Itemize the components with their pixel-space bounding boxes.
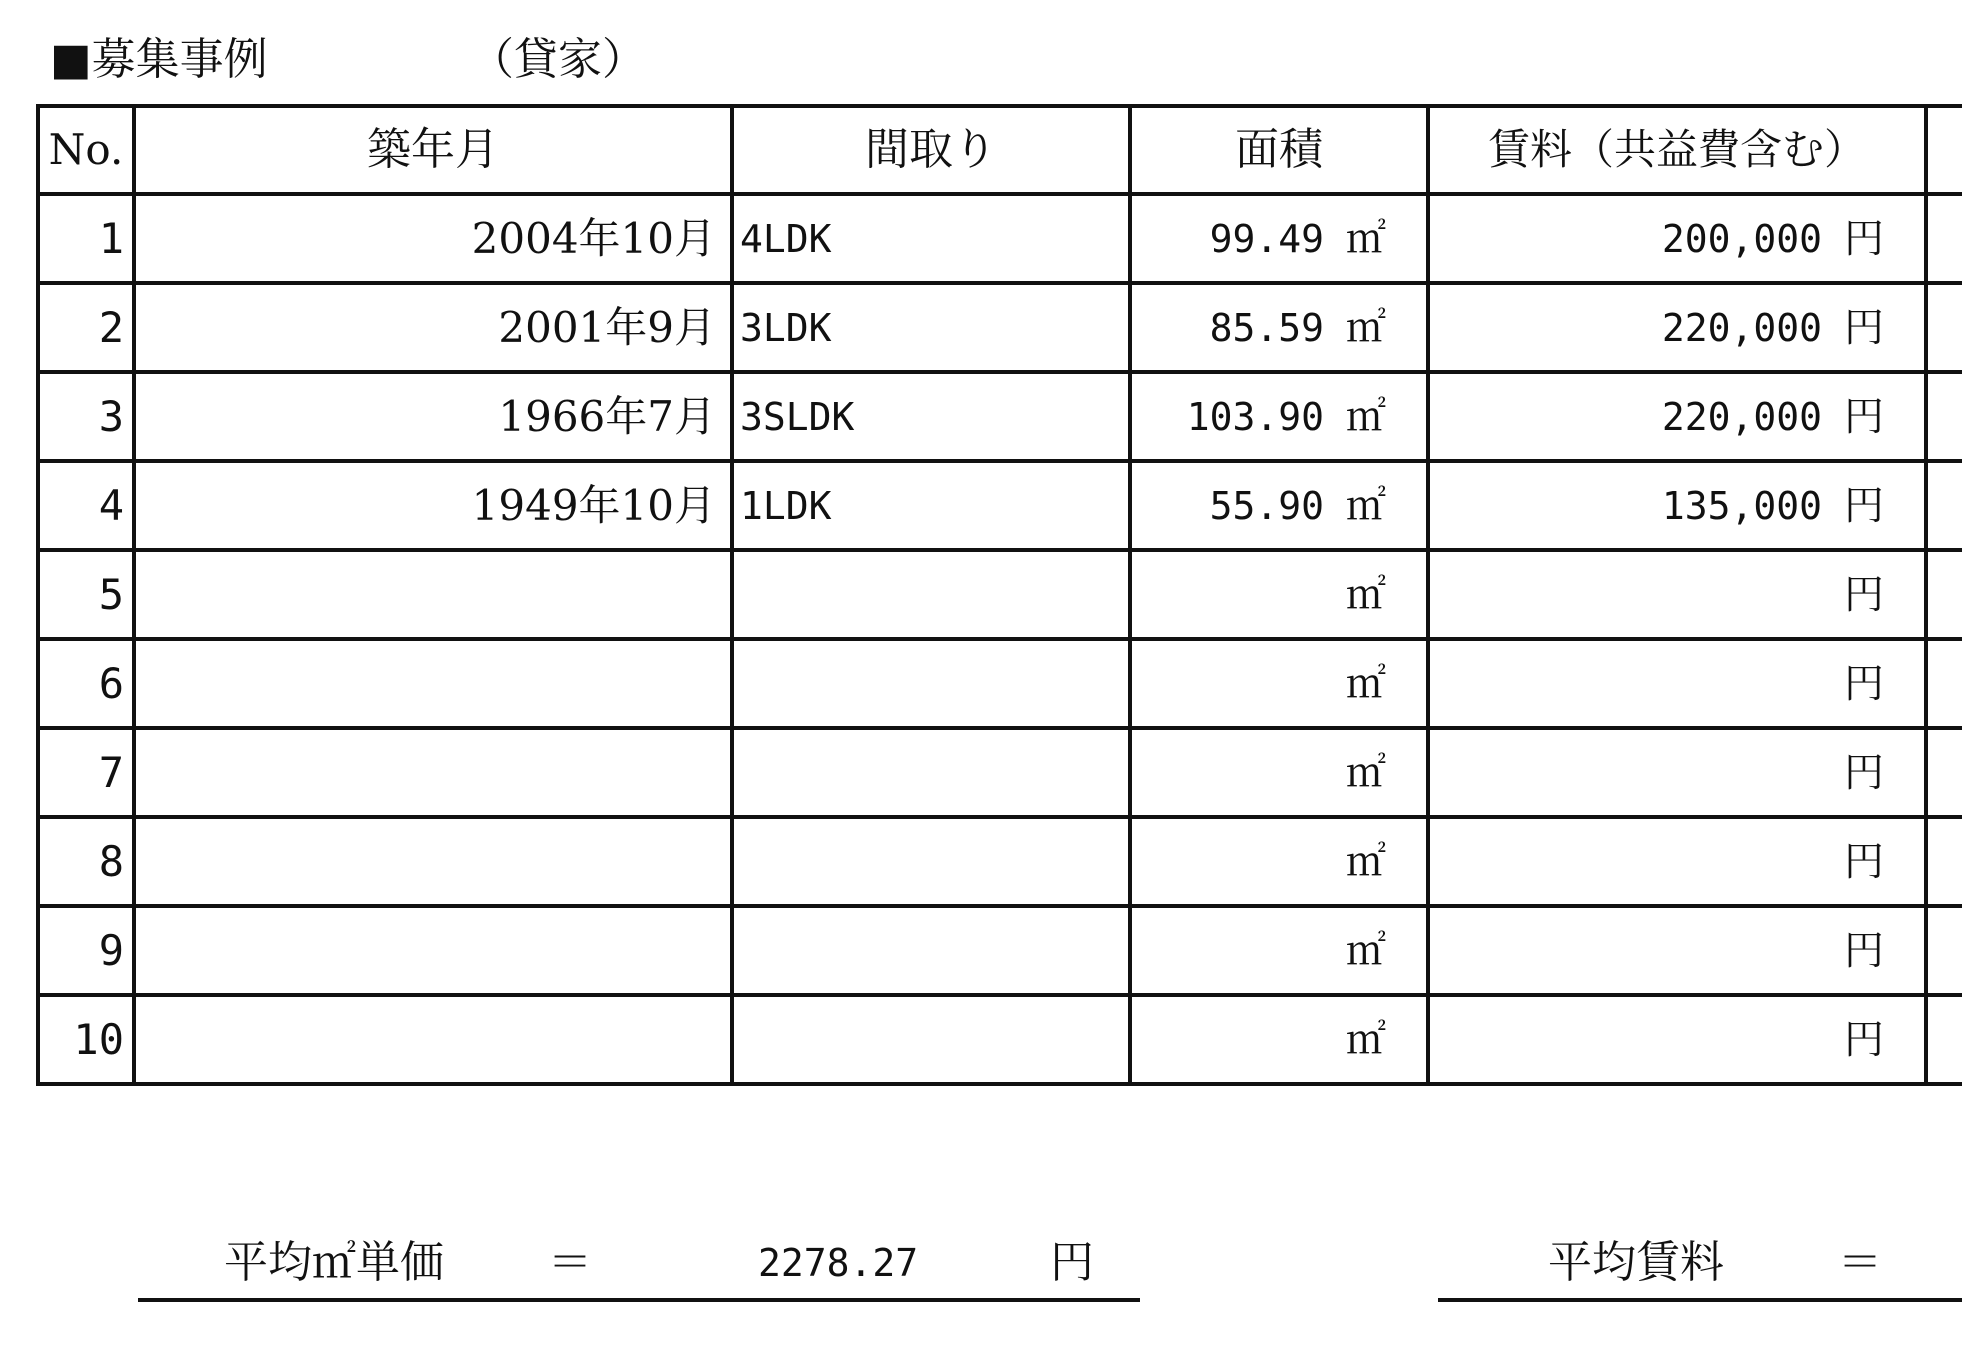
cell-extra bbox=[1926, 461, 1962, 550]
cell-extra bbox=[1926, 639, 1962, 728]
cell-built: 1949年10月 bbox=[134, 461, 732, 550]
rent-unit: 円 bbox=[1844, 839, 1884, 885]
cell-area bbox=[1130, 372, 1428, 461]
area-value: 55.90 bbox=[1209, 484, 1324, 528]
cell-rent bbox=[1428, 283, 1926, 372]
header-extra bbox=[1926, 106, 1962, 194]
cell-rent bbox=[1428, 817, 1926, 906]
table-row bbox=[38, 906, 1962, 995]
cell-layout bbox=[732, 906, 1130, 995]
cell-built: 2001年9月 bbox=[134, 283, 732, 372]
table-row bbox=[38, 639, 1962, 728]
cell-area bbox=[1130, 906, 1428, 995]
cell-layout: 3LDK bbox=[732, 283, 1130, 372]
avg-rent-equals: ＝ bbox=[1838, 1237, 1882, 1288]
cell-no: 10 bbox=[38, 995, 134, 1084]
cell-layout: 1LDK bbox=[732, 461, 1130, 550]
cell-built bbox=[134, 550, 732, 639]
header-layout: 間取り bbox=[732, 106, 1130, 194]
cell-extra bbox=[1926, 995, 1962, 1084]
cell-layout: 4LDK bbox=[732, 194, 1130, 283]
rent-value: 200,000 bbox=[1661, 217, 1822, 261]
cell-no: 3 bbox=[38, 372, 134, 461]
cell-area bbox=[1130, 283, 1428, 372]
avg-unit-price-value: 2278.27 bbox=[758, 1241, 919, 1285]
avg-rent-summary bbox=[1438, 1228, 1962, 1302]
cell-extra bbox=[1926, 550, 1962, 639]
area-unit: ㎡ bbox=[1346, 305, 1386, 351]
cell-built: 2004年10月 bbox=[134, 194, 732, 283]
avg-unit-price-unit: 円 bbox=[1050, 1237, 1094, 1288]
table-row bbox=[38, 728, 1962, 817]
cell-extra bbox=[1926, 728, 1962, 817]
cell-no: 8 bbox=[38, 817, 134, 906]
rent-unit: 円 bbox=[1844, 1017, 1884, 1063]
table-row bbox=[38, 194, 1962, 283]
table-row bbox=[38, 995, 1962, 1084]
area-unit: ㎡ bbox=[1346, 216, 1386, 262]
area-value: 103.90 bbox=[1186, 395, 1324, 439]
cell-extra bbox=[1926, 372, 1962, 461]
cell-rent bbox=[1428, 639, 1926, 728]
avg-rent-label: 平均賃料 bbox=[1548, 1237, 1724, 1288]
cell-extra bbox=[1926, 817, 1962, 906]
cell-built bbox=[134, 817, 732, 906]
cell-no: 6 bbox=[38, 639, 134, 728]
cell-rent bbox=[1428, 728, 1926, 817]
cell-layout bbox=[732, 995, 1130, 1084]
cell-no: 4 bbox=[38, 461, 134, 550]
cell-area bbox=[1130, 639, 1428, 728]
cell-built bbox=[134, 728, 732, 817]
area-unit: ㎡ bbox=[1346, 572, 1386, 618]
cell-no: 9 bbox=[38, 906, 134, 995]
area-value: 99.49 bbox=[1209, 217, 1324, 261]
cell-area bbox=[1130, 995, 1428, 1084]
table-row bbox=[38, 372, 1962, 461]
cell-no: 7 bbox=[38, 728, 134, 817]
header-area: 面積 bbox=[1130, 106, 1428, 194]
area-unit: ㎡ bbox=[1346, 928, 1386, 974]
cell-built: 1966年7月 bbox=[134, 372, 732, 461]
avg-unit-price-summary bbox=[138, 1228, 1140, 1302]
cell-extra bbox=[1926, 283, 1962, 372]
rent-unit: 円 bbox=[1844, 928, 1884, 974]
area-unit: ㎡ bbox=[1346, 483, 1386, 529]
cell-no: 5 bbox=[38, 550, 134, 639]
rent-unit: 円 bbox=[1844, 394, 1884, 440]
cell-built bbox=[134, 995, 732, 1084]
cell-area bbox=[1130, 550, 1428, 639]
rent-unit: 円 bbox=[1844, 216, 1884, 262]
page-subtitle: （貸家） bbox=[470, 34, 646, 85]
rent-unit: 円 bbox=[1844, 750, 1884, 796]
header-no: No. bbox=[38, 106, 134, 194]
cell-rent bbox=[1428, 372, 1926, 461]
cell-no: 1 bbox=[38, 194, 134, 283]
cell-area bbox=[1130, 461, 1428, 550]
cell-rent bbox=[1428, 906, 1926, 995]
cell-layout bbox=[732, 728, 1130, 817]
rent-value: 220,000 bbox=[1661, 306, 1822, 350]
rent-value: 220,000 bbox=[1661, 395, 1822, 439]
area-unit: ㎡ bbox=[1346, 750, 1386, 796]
area-unit: ㎡ bbox=[1346, 1017, 1386, 1063]
avg-unit-price-label: 平均㎡単価 bbox=[224, 1237, 444, 1288]
cell-extra bbox=[1926, 194, 1962, 283]
avg-unit-price-equals: ＝ bbox=[548, 1237, 592, 1288]
cell-area bbox=[1130, 728, 1428, 817]
rent-unit: 円 bbox=[1844, 305, 1884, 351]
cell-no: 2 bbox=[38, 283, 134, 372]
rent-unit: 円 bbox=[1844, 572, 1884, 618]
cell-rent bbox=[1428, 194, 1926, 283]
page-title: ■募集事例 bbox=[50, 34, 268, 85]
cell-rent bbox=[1428, 995, 1926, 1084]
area-value: 85.59 bbox=[1209, 306, 1324, 350]
area-unit: ㎡ bbox=[1346, 839, 1386, 885]
cell-layout bbox=[732, 550, 1130, 639]
listings-table bbox=[36, 104, 1962, 1086]
cell-area bbox=[1130, 194, 1428, 283]
cell-built bbox=[134, 639, 732, 728]
cell-built bbox=[134, 906, 732, 995]
table-row bbox=[38, 550, 1962, 639]
table-header-row bbox=[38, 106, 1962, 194]
table-row bbox=[38, 461, 1962, 550]
cell-extra bbox=[1926, 906, 1962, 995]
area-unit: ㎡ bbox=[1346, 394, 1386, 440]
table-row bbox=[38, 283, 1962, 372]
cell-area bbox=[1130, 817, 1428, 906]
table-row bbox=[38, 817, 1962, 906]
header-rent: 賃料（共益費含む） bbox=[1428, 106, 1926, 194]
header-built: 築年月 bbox=[134, 106, 732, 194]
rent-unit: 円 bbox=[1844, 661, 1884, 707]
rent-unit: 円 bbox=[1844, 483, 1884, 529]
cell-layout bbox=[732, 639, 1130, 728]
cell-layout bbox=[732, 817, 1130, 906]
rent-value: 135,000 bbox=[1661, 484, 1822, 528]
cell-rent bbox=[1428, 461, 1926, 550]
area-unit: ㎡ bbox=[1346, 661, 1386, 707]
cell-layout: 3SLDK bbox=[732, 372, 1130, 461]
cell-rent bbox=[1428, 550, 1926, 639]
